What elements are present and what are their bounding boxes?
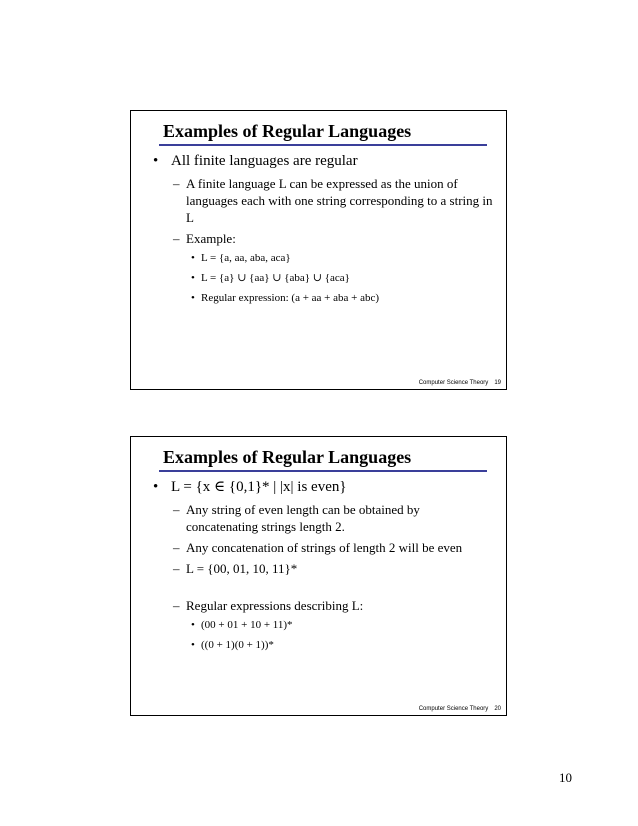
bullet-text: A finite language L can be expressed as the union of languages each with one string corresponding to a string in L xyxy=(186,176,493,225)
bullet-marker: • xyxy=(191,639,195,651)
spacer xyxy=(153,581,494,597)
bullet-marker: – xyxy=(173,540,180,555)
page-number: 10 xyxy=(559,770,572,785)
bullet-item xyxy=(173,501,494,535)
bullet-text: (00 + 01 + 10 + 11)* xyxy=(201,619,293,631)
bullet-item xyxy=(191,638,494,653)
bullet-marker: • xyxy=(191,619,195,631)
slide-title: Examples of Regular Languages xyxy=(163,121,412,141)
bullet-marker: • xyxy=(153,479,159,495)
footer-slide-number: 20 xyxy=(494,706,501,712)
slide-body xyxy=(153,152,494,311)
slide-19 xyxy=(130,110,507,390)
bullet-marker: – xyxy=(173,598,180,613)
bullet-item xyxy=(191,618,494,633)
bullet-item xyxy=(173,230,494,247)
bullet-item xyxy=(191,271,494,286)
bullet-text: L = {00, 01, 10, 11}* xyxy=(186,561,298,576)
bullet-marker: – xyxy=(173,502,180,517)
slide-20 xyxy=(130,436,507,716)
slide-footer xyxy=(419,706,501,712)
bullet-marker: – xyxy=(173,561,180,576)
bullet-marker: • xyxy=(153,153,159,169)
footer-slide-number: 19 xyxy=(494,380,501,386)
title-underline xyxy=(159,144,487,146)
bullet-item xyxy=(173,539,494,556)
bullet-item xyxy=(173,560,494,577)
bullet-item xyxy=(173,597,494,614)
bullet-item xyxy=(173,175,494,226)
bullet-text: Any concatenation of strings of length 2 will be even xyxy=(186,540,463,555)
bullet-text: Regular expressions describing L: xyxy=(186,598,364,613)
bullet-item xyxy=(191,251,494,266)
footer-course: Computer Science Theory xyxy=(418,380,489,386)
bullet-text: ((0 + 1)(0 + 1))* xyxy=(201,639,274,651)
footer-course: Computer Science Theory xyxy=(418,706,489,712)
bullet-text: Example: xyxy=(186,231,236,246)
title-underline xyxy=(159,470,487,472)
bullet-text: L = {x ∈ {0,1}* | |x| is even} xyxy=(171,479,347,495)
slide-body xyxy=(153,478,494,658)
bullet-marker: – xyxy=(173,231,180,246)
bullet-text: All finite languages are regular xyxy=(171,153,358,169)
bullet-marker: – xyxy=(173,176,180,191)
bullet-text: Regular expression: (a + aa + aba + abc) xyxy=(201,292,380,304)
bullet-item xyxy=(191,291,494,306)
bullet-marker: • xyxy=(191,272,195,284)
bullet-item xyxy=(153,478,494,497)
bullet-text: L = {a, aa, aba, aca} xyxy=(201,252,291,264)
bullet-text: L = {a} ∪ {aa} ∪ {aba} ∪ {aca} xyxy=(201,272,350,284)
bullet-text: Any string of even length can be obtained by concatenating strings length 2. xyxy=(186,502,420,534)
slide-title: Examples of Regular Languages xyxy=(163,447,412,467)
slide-footer xyxy=(419,380,501,386)
bullet-marker: • xyxy=(191,292,195,304)
bullet-item xyxy=(153,152,494,171)
bullet-marker: • xyxy=(191,252,195,264)
